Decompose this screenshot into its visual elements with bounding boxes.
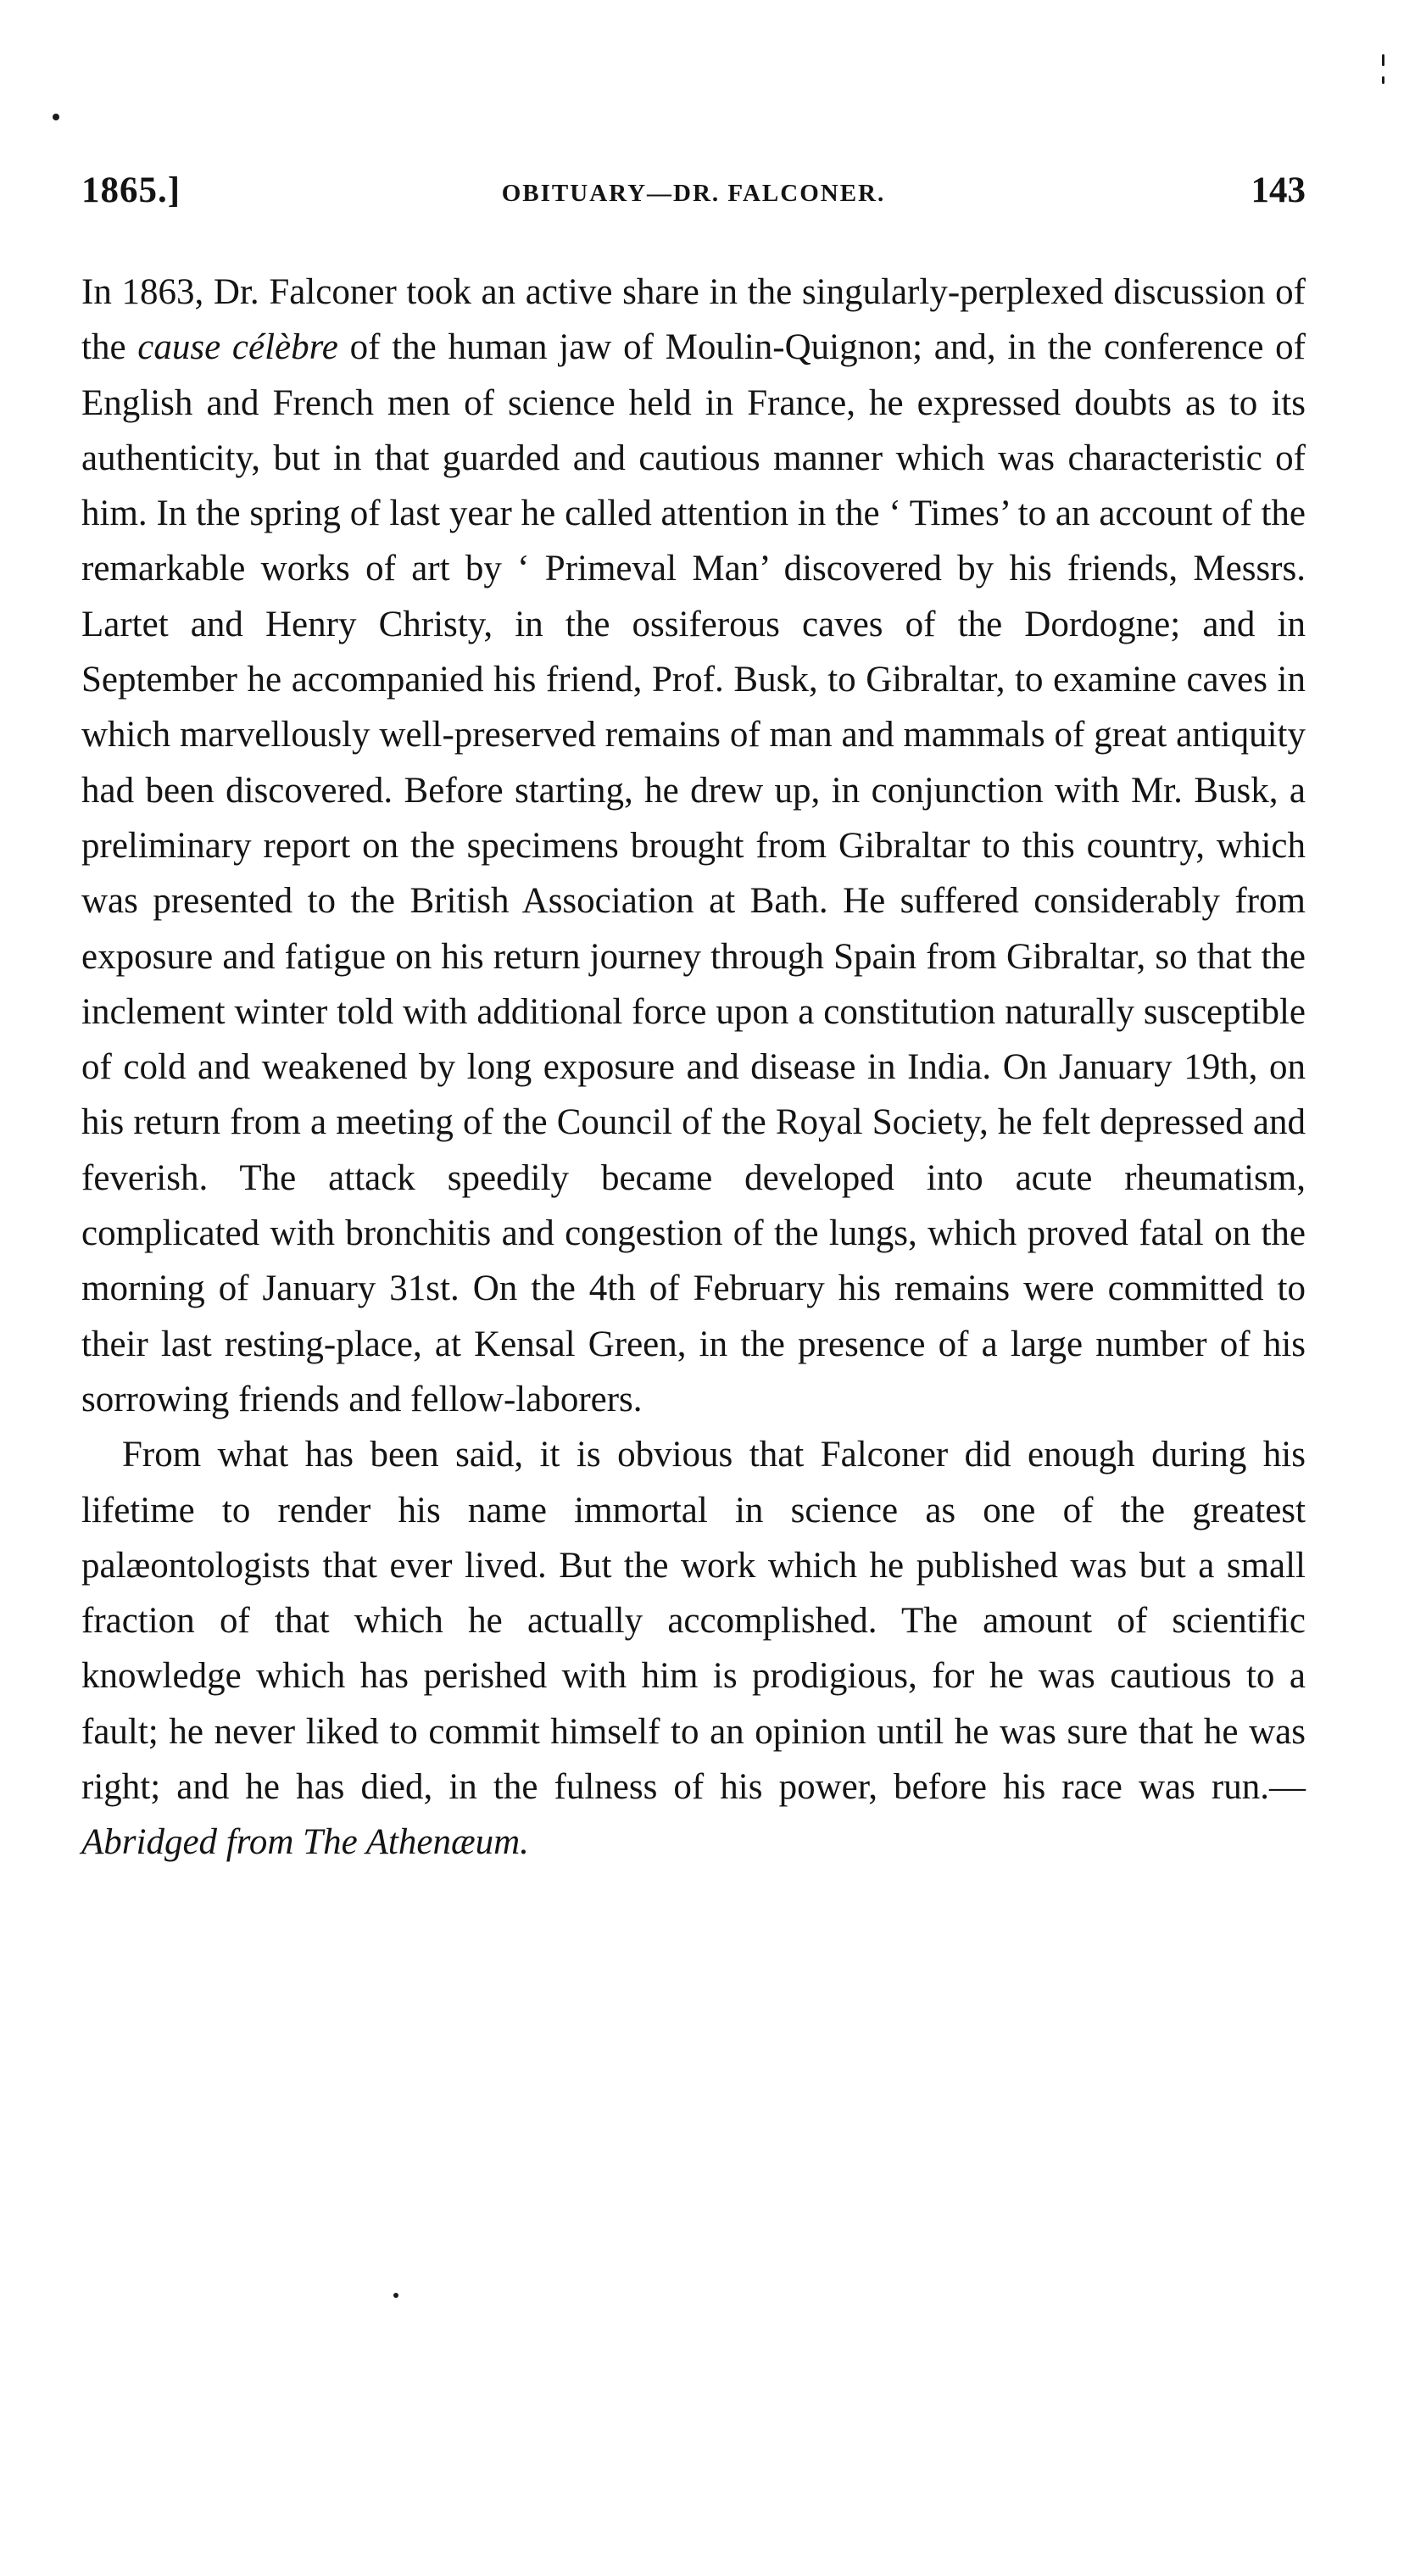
paragraph (81, 265, 1306, 1427)
page-number: 143 (1251, 170, 1306, 210)
paragraph-text: In 1863, Dr. Falconer took an active share in the singularly-perplexed discussion of the (81, 272, 1306, 368)
paragraph (81, 1427, 1306, 1870)
source-attribution: Abridged from The Athenæum. (81, 1822, 529, 1863)
running-title: OBITUARY—DR. FALCONER. (501, 180, 886, 207)
ink-speck (53, 114, 59, 120)
page-header (81, 170, 1306, 229)
italic-phrase: cause célèbre (137, 327, 338, 368)
header-year: 1865.] (81, 170, 181, 210)
ink-speck (1382, 76, 1384, 84)
paragraph-text: of the human jaw of Moulin-Quignon; and, in the conference of English and French men of science held in France, he expressed doubts as to its authenticity, but in that guarded and cautious manner which was characteristic of him. In the spring of last year he called attention in the ‘ Times’ to an account of the remarkable works of art by ‘ Primeval Man’ discovered by his friends, Messrs. Lartet and Henry Christy, in the ossiferous caves of the Dordogne; and in September he accompanied his friend, Prof. Busk, to Gibraltar, to examine caves in which marvellously well-preserved remains of man and mammals of great antiquity had been discovered. Before starting, he drew up, in conjunction with Mr. Busk, a preliminary report on the specimens brought from Gibraltar to this country, which was presented to the British Association at Bath. He suffered considerably from exposure and fatigue on his return journey through Spain from Gibraltar, so that the inclement winter told with additional force upon a constitution naturally susceptible of cold and weakened by long exposure and disease in India. On January 19th, on his return from a meeting of the Council of the Royal Society, he felt depressed and feverish. The attack speedily became developed into acute rheumatism, complicated with bronchitis and congestion of the lungs, which proved fatal on the morning of January 31st. On the 4th of February his remains were committed to their last resting-place, at Kensal Green, in the presence of a large number of his sorrowing friends and fellow-laborers. (81, 327, 1306, 1419)
ink-speck (393, 2293, 398, 2298)
ink-speck (1382, 54, 1384, 66)
paragraph-text: From what has been said, it is obvious that Falconer did enough during his lifetime to render his name immortal in science as one of the greatest palæontologists that ever lived. But the work which he published was but a small fraction of that which he actually accomplished. The amount of scientific knowledge which has perished with him is prodigious, for he was cautious to a fault; he never liked to commit himself to an opinion until he was sure that he was right; and he has died, in the fulness of his power, before his race was run.— (81, 1435, 1306, 1808)
article-body (81, 265, 1306, 1871)
